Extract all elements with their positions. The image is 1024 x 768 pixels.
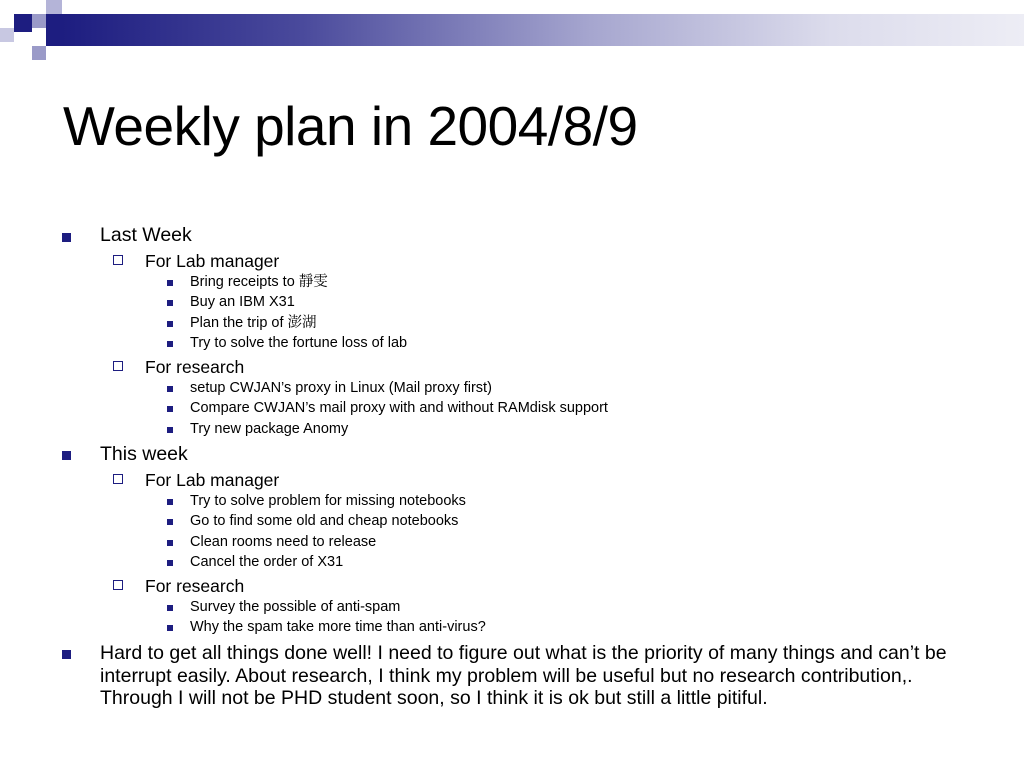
list-item: Plan the trip of 澎湖 [190,315,317,331]
section-heading-last-week: Last Week [100,224,192,246]
small-square-bullet-icon [167,427,173,433]
header-gradient-band [62,14,1024,46]
list-item: Go to find some old and cheap notebooks [190,513,459,529]
small-square-bullet-icon [167,625,173,631]
list-item: setup CWJAN’s proxy in Linux (Mail proxy first) [190,380,492,396]
list-item: Clean rooms need to release [190,534,377,550]
subsection-lab-manager: For Lab manager [145,470,280,490]
small-square-bullet-icon [167,499,173,505]
section-heading-this-week: This week [100,443,188,465]
small-square-bullet-icon [167,605,173,611]
subsection-research: For research [145,576,245,596]
decor-square [32,14,46,28]
decor-square [46,0,62,14]
decor-square [0,28,14,42]
hollow-square-bullet-icon [113,474,123,484]
list-item: Try to solve problem for missing notebooks [190,493,466,509]
reflection-paragraph: Hard to get all things done well! I need to figure out what is the priority of many things and can’t be interrupt easily. About research, I think my problem will be useful but no research contribution,. Through I will not be PHD student soon, so I think it is ok but still a little pitiful. [100,642,947,709]
list-item: Bring receipts to 靜雯 [190,274,328,290]
square-bullet-icon [62,233,71,242]
small-square-bullet-icon [167,519,173,525]
small-square-bullet-icon [167,280,173,286]
small-square-bullet-icon [167,321,173,327]
small-square-bullet-icon [167,341,173,347]
list-item: Buy an IBM X31 [190,294,295,310]
small-square-bullet-icon [167,300,173,306]
subsection-lab-manager: For Lab manager [145,251,280,271]
subsection-research: For research [145,357,245,377]
decor-square [46,14,62,46]
decor-square [32,46,46,60]
list-item: Try new package Anomy [190,421,349,437]
list-item: Compare CWJAN’s mail proxy with and without RAMdisk support [190,400,608,416]
list-item: Try to solve the fortune loss of lab [190,335,408,351]
hollow-square-bullet-icon [113,361,123,371]
small-square-bullet-icon [167,560,173,566]
hollow-square-bullet-icon [113,580,123,590]
small-square-bullet-icon [167,386,173,392]
small-square-bullet-icon [167,406,173,412]
list-item: Cancel the order of X31 [190,554,344,570]
hollow-square-bullet-icon [113,255,123,265]
small-square-bullet-icon [167,540,173,546]
square-bullet-icon [62,451,71,460]
list-item: Why the spam take more time than anti-virus? [190,619,486,635]
square-bullet-icon [62,650,71,659]
slide-title: Weekly plan in 2004/8/9 [63,95,638,157]
decor-square [14,14,32,32]
list-item: Survey the possible of anti-spam [190,599,401,615]
